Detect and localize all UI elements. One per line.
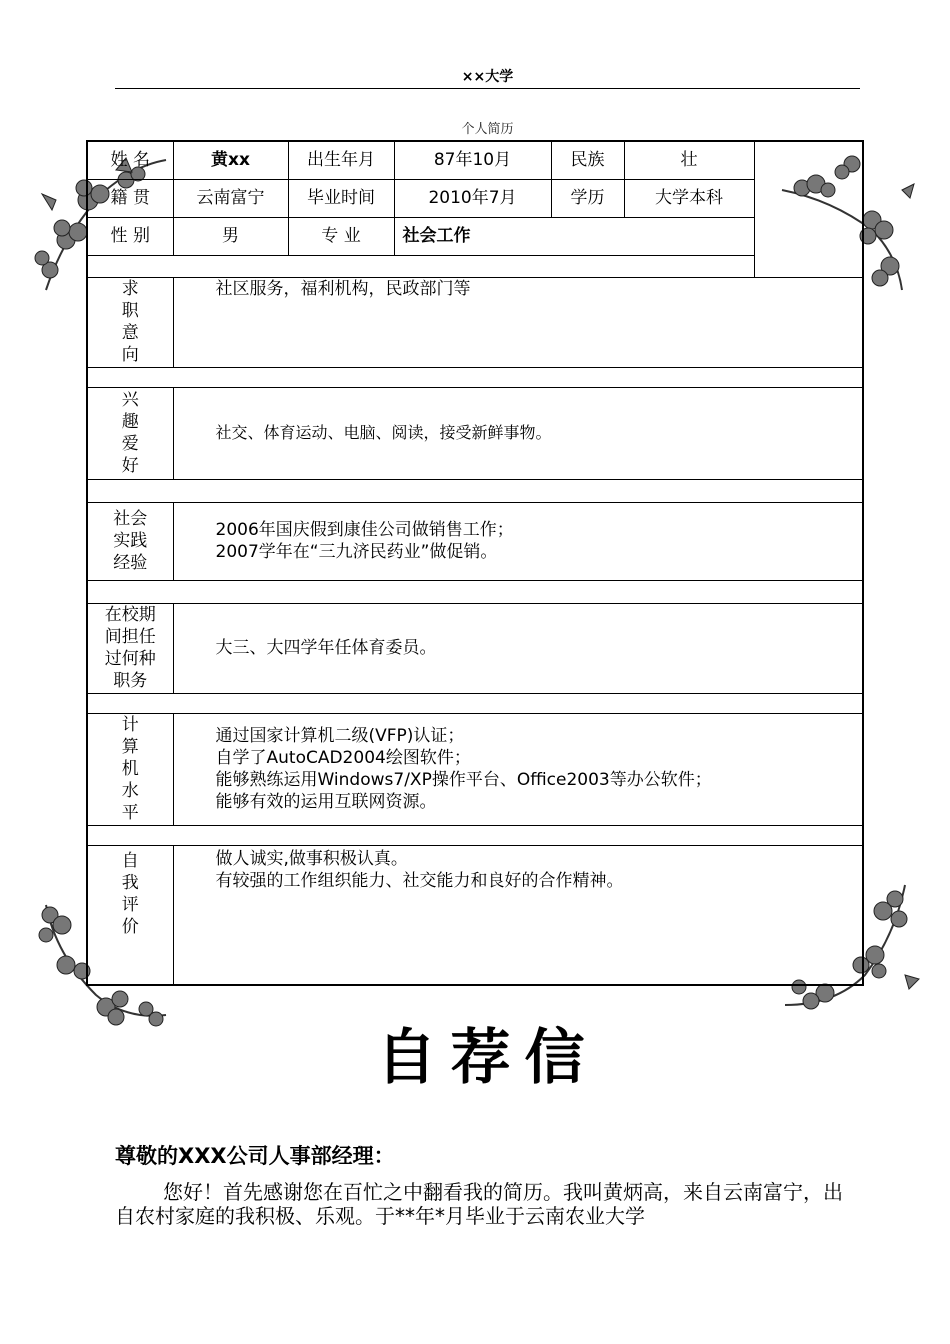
major-label: 专 业 [288, 217, 394, 255]
job-content: 社区服务，福利机构，民政部门等 [173, 277, 863, 367]
computer-label: 计 算 机 水 平 [87, 713, 173, 825]
job-label: 求 职 意 向 [87, 277, 173, 367]
grad-value: 2010年7月 [394, 179, 551, 217]
positions-label: 在校期 间担任 过何种 职务 [87, 603, 173, 693]
spacer-row [87, 255, 754, 277]
spacer-row [87, 825, 863, 845]
hobby-label: 兴 趣 爱 好 [87, 387, 173, 479]
origin-value: 云南富宁 [173, 179, 288, 217]
major-value: 社会工作 [394, 217, 754, 255]
letter-paragraph: 您好！首先感谢您在百忙之中翻看我的简历。我叫黄炳高，来自云南富宁，出自农村家庭的我积极、乐观。于**年*月毕业于云南农业大学 [115, 1180, 843, 1228]
ethnic-value: 壮 [624, 141, 754, 179]
ethnic-label: 民族 [551, 141, 624, 179]
self-label: 自 我 评 价 [87, 845, 173, 985]
hobby-content: 社交、体育运动、电脑、阅读，接受新鲜事物。 [173, 387, 863, 479]
resume-subtitle: 个人简历 [461, 122, 514, 137]
spacer-row [87, 479, 863, 502]
resume-table [86, 140, 864, 986]
university-header: ××大学 [115, 66, 860, 89]
photo-cell [754, 141, 863, 277]
spacer-row [87, 367, 863, 387]
edu-label: 学历 [551, 179, 624, 217]
origin-label: 籍 贯 [87, 179, 173, 217]
practice-content: 2006年国庆假到康佳公司做销售工作； 2007学年在“三九济民药业”做促销。 [173, 502, 863, 580]
letter-greeting: 尊敬的XXX公司人事部经理： [115, 1144, 395, 1168]
name-label: 姓 名 [87, 141, 173, 179]
spacer-row [87, 580, 863, 603]
spacer-row [87, 693, 863, 713]
gender-label: 性 别 [87, 217, 173, 255]
letter-title: 自荐信 [376, 1023, 599, 1093]
practice-label: 社会 实践 经验 [87, 502, 173, 580]
name-value: 黄xx [173, 141, 288, 179]
birth-label: 出生年月 [288, 141, 394, 179]
computer-content: 通过国家计算机二级(VFP)认证； 自学了AutoCAD2004绘图软件； 能够熟练运用Windows7/XP操作平台、Office2003等办公软件； 能够有效的运用互联网资源。 [173, 713, 863, 825]
self-content: 做人诚实,做事积极认真。 有较强的工作组织能力、社交能力和良好的合作精神。 [173, 845, 863, 985]
gender-value: 男 [173, 217, 288, 255]
positions-content: 大三、大四学年任体育委员。 [173, 603, 863, 693]
edu-value: 大学本科 [624, 179, 754, 217]
birth-value: 87年10月 [394, 141, 551, 179]
grad-label: 毕业时间 [288, 179, 394, 217]
